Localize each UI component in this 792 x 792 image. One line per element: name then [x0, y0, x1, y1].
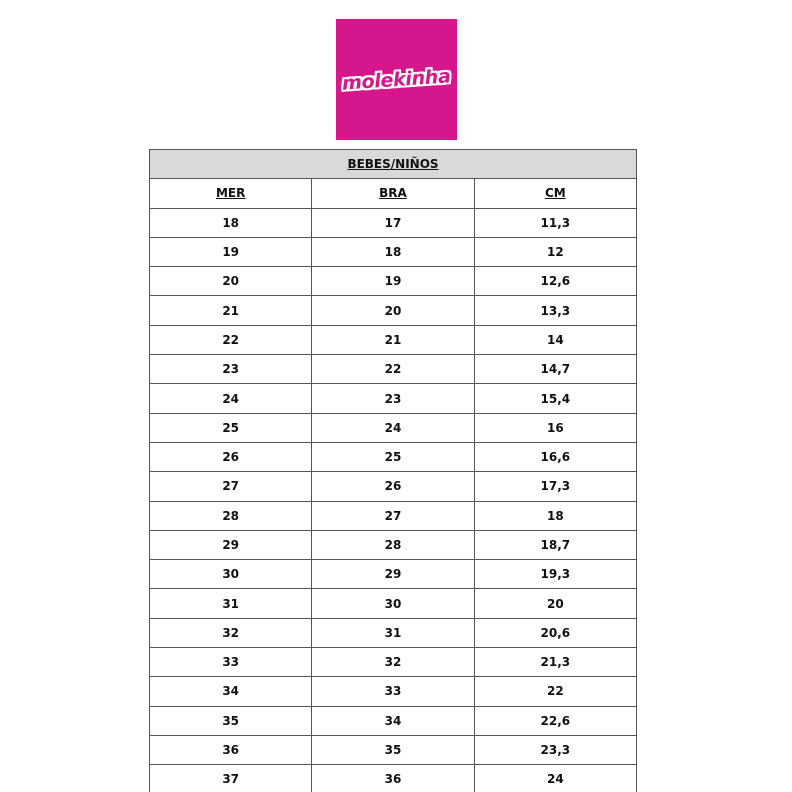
cell-bra: 18: [312, 237, 474, 266]
cell-bra: 33: [312, 677, 474, 706]
cell-cm: 14,7: [474, 355, 636, 384]
cell-cm: 21,3: [474, 648, 636, 677]
cell-mer: 18: [150, 208, 312, 237]
cell-bra: 21: [312, 325, 474, 354]
cell-mer: 37: [150, 765, 312, 792]
cell-cm: 18: [474, 501, 636, 530]
cell-mer: 30: [150, 560, 312, 589]
table-row: [150, 765, 637, 792]
table-row: [150, 208, 637, 237]
cell-bra: 27: [312, 501, 474, 530]
table-row: [150, 267, 637, 296]
cell-bra: 29: [312, 560, 474, 589]
cell-bra: 19: [312, 267, 474, 296]
table-row: [150, 325, 637, 354]
cell-bra: 22: [312, 355, 474, 384]
table-row: [150, 560, 637, 589]
cell-cm: 20: [474, 589, 636, 618]
table-row: [150, 589, 637, 618]
cell-mer: 33: [150, 648, 312, 677]
table-row: [150, 384, 637, 413]
column-header-mer: MER: [150, 179, 312, 208]
cell-cm: 19,3: [474, 560, 636, 589]
column-header-bra: BRA: [312, 179, 474, 208]
table-row: [150, 735, 637, 764]
cell-mer: 23: [150, 355, 312, 384]
cell-mer: 32: [150, 618, 312, 647]
cell-bra: 34: [312, 706, 474, 735]
size-chart-table: [149, 149, 637, 792]
cell-cm: 22: [474, 677, 636, 706]
cell-mer: 31: [150, 589, 312, 618]
table-row: [150, 472, 637, 501]
table-row: [150, 442, 637, 471]
cell-mer: 29: [150, 530, 312, 559]
cell-cm: 17,3: [474, 472, 636, 501]
cell-mer: 36: [150, 735, 312, 764]
cell-bra: 30: [312, 589, 474, 618]
cell-bra: 36: [312, 765, 474, 792]
cell-mer: 35: [150, 706, 312, 735]
table-row: [150, 618, 637, 647]
table-row: [150, 501, 637, 530]
cell-mer: 22: [150, 325, 312, 354]
brand-logo: [336, 19, 457, 140]
cell-cm: 23,3: [474, 735, 636, 764]
cell-bra: 32: [312, 648, 474, 677]
cell-cm: 20,6: [474, 618, 636, 647]
cell-bra: 25: [312, 442, 474, 471]
table-title-row: [150, 150, 637, 179]
cell-mer: 19: [150, 237, 312, 266]
table-row: [150, 530, 637, 559]
cell-cm: 13,3: [474, 296, 636, 325]
column-header-cm: CM: [474, 179, 636, 208]
table-row: [150, 677, 637, 706]
cell-cm: 15,4: [474, 384, 636, 413]
cell-bra: 23: [312, 384, 474, 413]
table-row: [150, 648, 637, 677]
cell-mer: 20: [150, 267, 312, 296]
cell-mer: 34: [150, 677, 312, 706]
table-row: [150, 355, 637, 384]
cell-mer: 25: [150, 413, 312, 442]
cell-cm: 16: [474, 413, 636, 442]
cell-bra: 31: [312, 618, 474, 647]
table-row: [150, 706, 637, 735]
table-row: [150, 296, 637, 325]
cell-mer: 24: [150, 384, 312, 413]
cell-cm: 18,7: [474, 530, 636, 559]
table-row: [150, 237, 637, 266]
table-header-row: [150, 179, 637, 208]
cell-cm: 24: [474, 765, 636, 792]
table-body: [150, 208, 637, 792]
cell-cm: 22,6: [474, 706, 636, 735]
cell-cm: 14: [474, 325, 636, 354]
table-row: [150, 413, 637, 442]
cell-bra: 26: [312, 472, 474, 501]
cell-bra: 35: [312, 735, 474, 764]
cell-bra: 28: [312, 530, 474, 559]
cell-cm: 12: [474, 237, 636, 266]
table-title: BEBES/NIÑOS: [150, 150, 637, 179]
cell-cm: 12,6: [474, 267, 636, 296]
cell-cm: 11,3: [474, 208, 636, 237]
cell-mer: 27: [150, 472, 312, 501]
cell-mer: 28: [150, 501, 312, 530]
cell-mer: 21: [150, 296, 312, 325]
cell-bra: 24: [312, 413, 474, 442]
cell-bra: 17: [312, 208, 474, 237]
cell-bra: 20: [312, 296, 474, 325]
brand-logo-text: molekinha: [341, 64, 452, 95]
cell-mer: 26: [150, 442, 312, 471]
cell-cm: 16,6: [474, 442, 636, 471]
